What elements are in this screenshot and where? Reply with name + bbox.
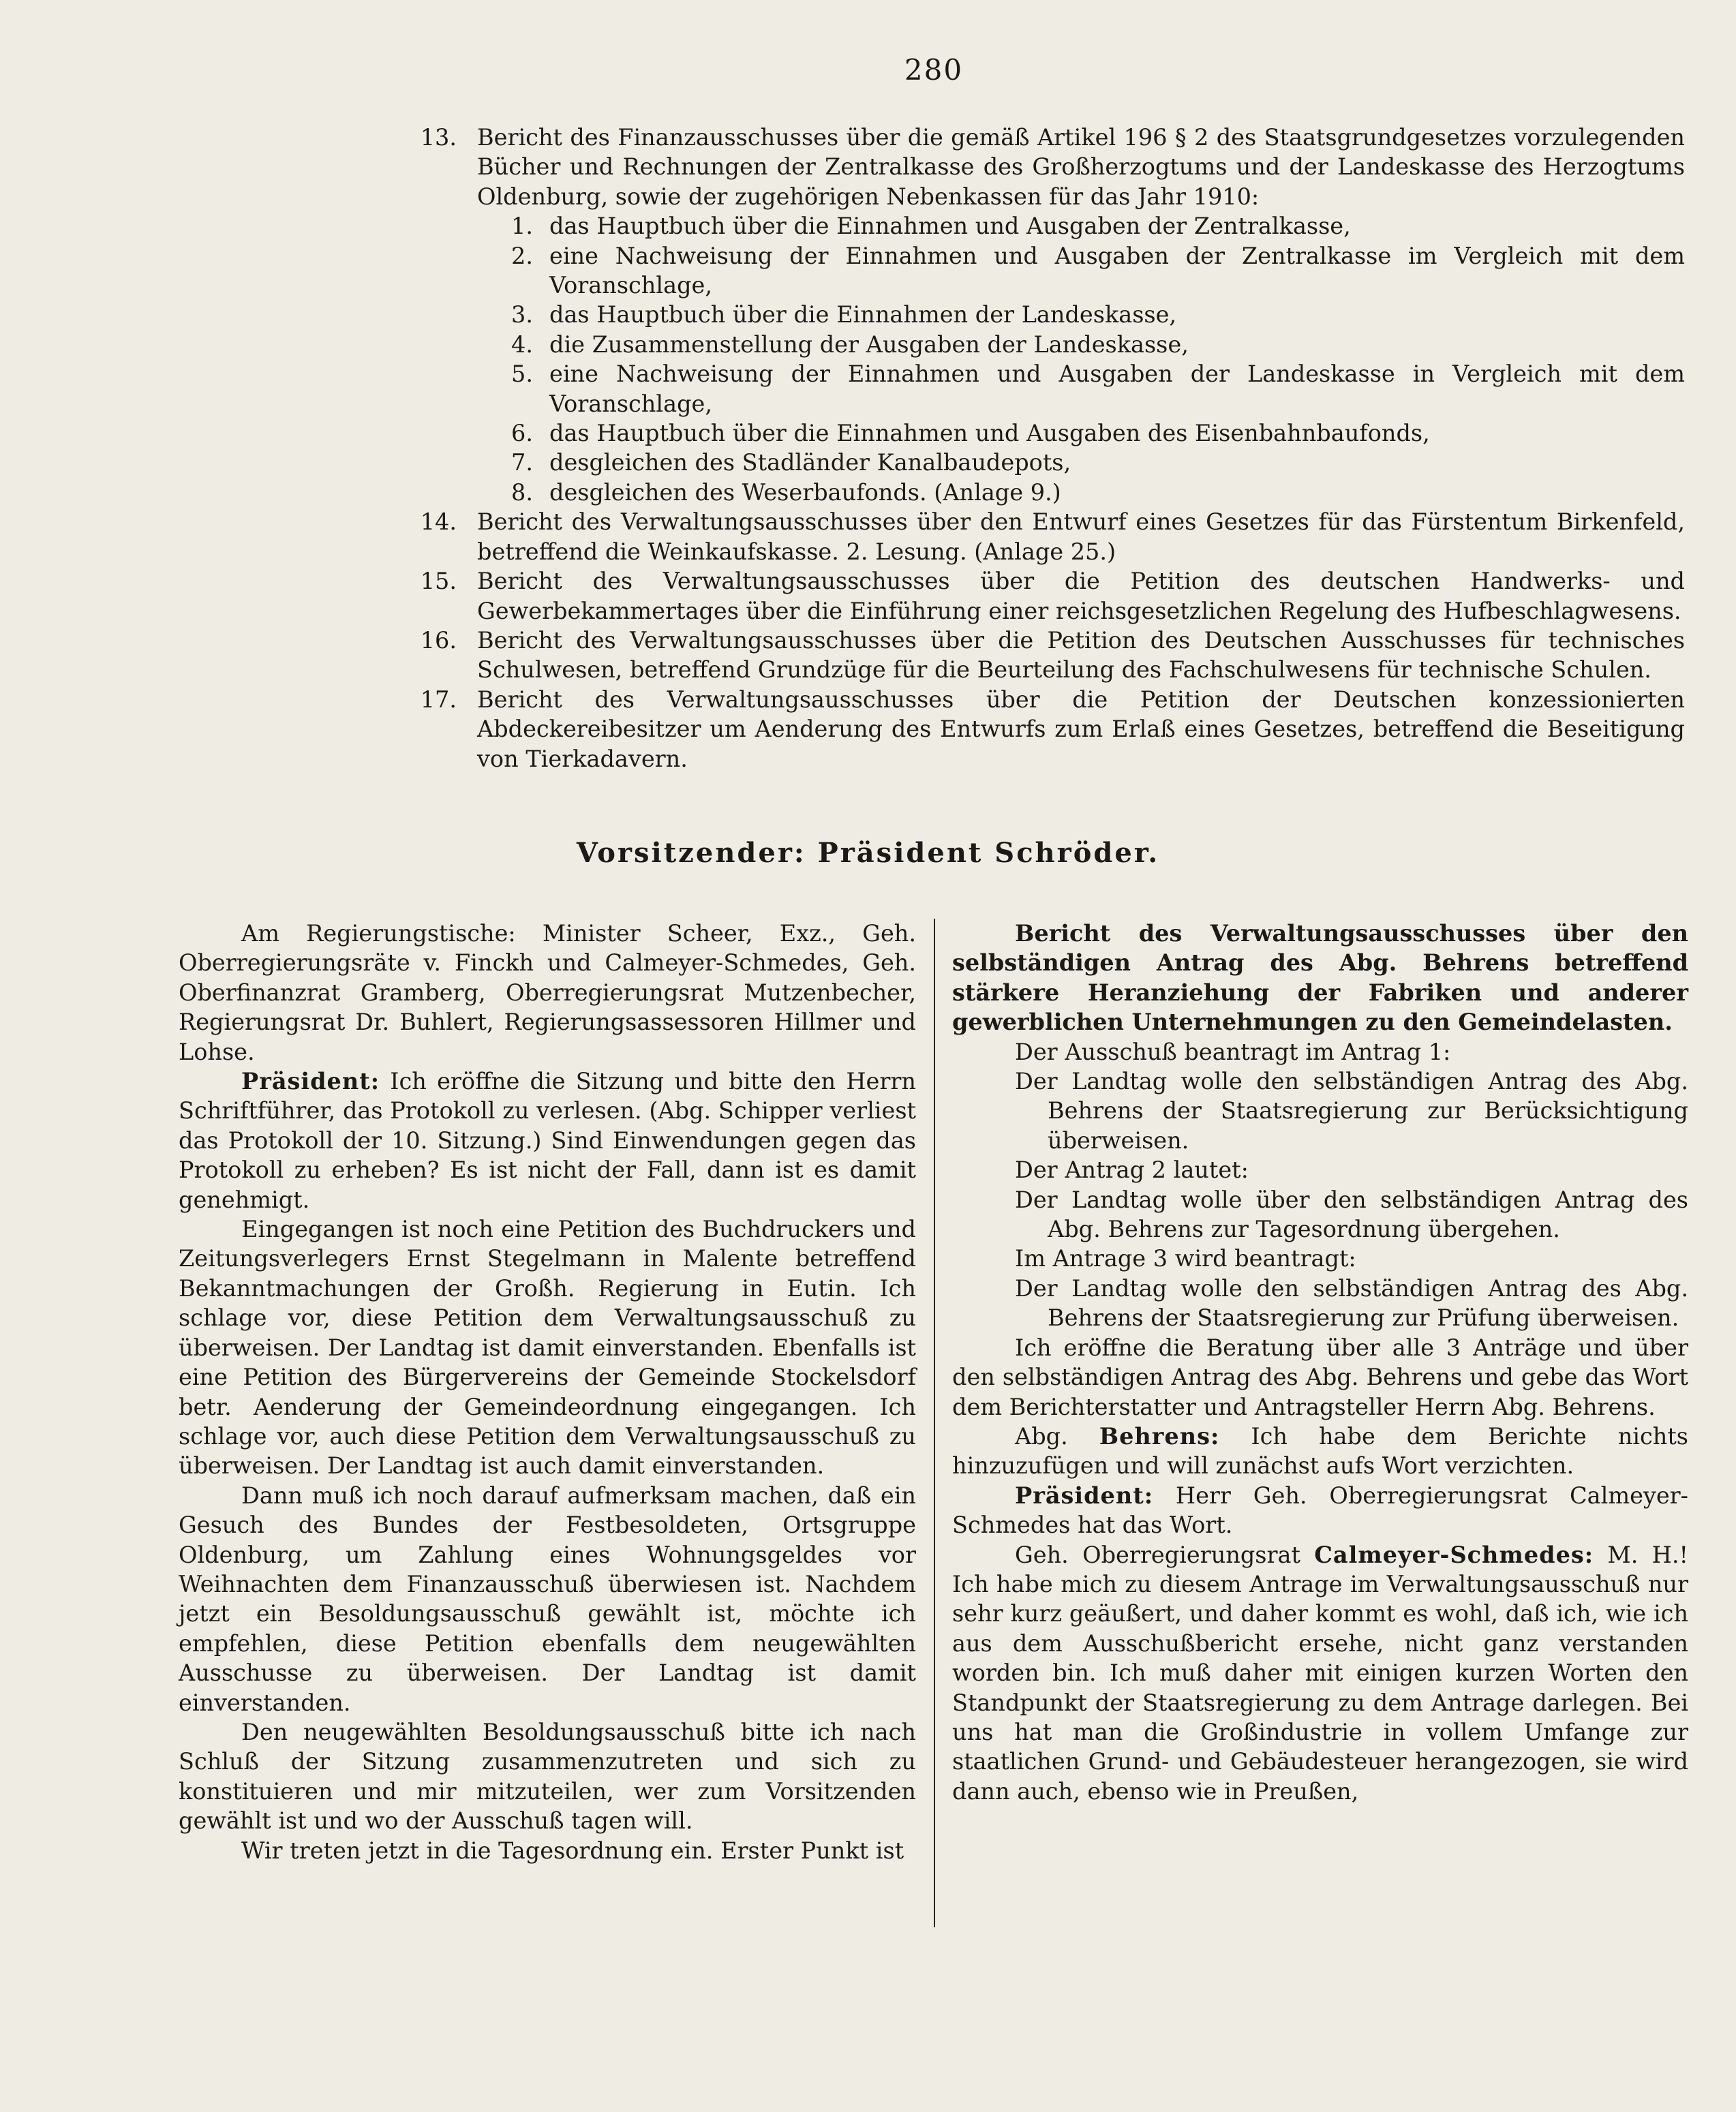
agenda-subitem-text: das Hauptbuch über die Einnahmen und Ausgaben der Zentralkasse, bbox=[549, 213, 1351, 240]
speaker-name: Behrens: bbox=[1099, 1422, 1220, 1450]
agenda-item-15 bbox=[409, 566, 1685, 626]
agenda-subitem-text: das Hauptbuch über die Einnahmen und Ausgaben des Eisenbahnbaufonds, bbox=[549, 420, 1430, 447]
agenda-item-text: Bericht des Verwaltungsausschusses über den Entwurf eines Gesetzes für das Fürstentum Birkenfeld, betreffend die Weinkaufskasse. 2. Lesung. (Anlage 25.) bbox=[477, 508, 1685, 565]
agenda-subitem bbox=[477, 448, 1685, 477]
agenda-item-13 bbox=[409, 123, 1685, 507]
agenda-subitem-text: desgleichen des Stadländer Kanalbaudepots, bbox=[549, 449, 1071, 476]
column-divider bbox=[934, 919, 935, 1927]
agenda-item-number: 15. bbox=[420, 568, 457, 595]
agenda-subitem-text: desgleichen des Weserbaufonds. (Anlage 9.) bbox=[549, 478, 1061, 506]
president-opening-paragraph bbox=[179, 1067, 916, 1214]
speech-text: Herr Geh. Oberregierungsrat Calmeyer-Schmedes hat das Wort. bbox=[952, 1482, 1688, 1539]
agenda-subitem-number: 5. bbox=[511, 361, 533, 388]
agenda-subitem-list bbox=[477, 211, 1685, 507]
petition-transfer-paragraph: Dann muß ich noch darauf aufmerksam machen, daß ein Gesuch des Bundes der Festbesoldeten, Ortsgruppe Oldenburg, um Zahlung eines Wohnungsgeldes vor Weihnachten dem Finanzausschuß überwiesen ist. Nachdem jetzt ein Besoldungsausschuß gewählt ist, möchte ich empfehlen, diese Petition ebenfalls dem neugewählten Ausschusse zu überweisen. Der Landtag ist damit einverstanden. bbox=[179, 1482, 916, 1716]
agenda-item-14 bbox=[409, 507, 1685, 566]
agenda-subitem-number: 8. bbox=[511, 478, 533, 506]
motion-2-text: Der Landtag wolle über den selbständigen Antrag des Abg. Behrens zur Tagesordnung übergehen. bbox=[1015, 1186, 1688, 1243]
debate-opening-paragraph: Ich eröffne die Beratung über alle 3 Anträge und über den selbständigen Antrag des Abg. Behrens und gebe das Wort dem Berichterstatter und Antragsteller Herrn Abg. Behrens. bbox=[952, 1334, 1688, 1420]
agenda-subitem bbox=[477, 359, 1685, 418]
speech-text: M. H.! Ich habe mich zu diesem Antrage im Verwaltungsausschuß nur sehr kurz geäußert, und daher kommt es wohl, daß ich, wie ich aus dem Ausschußbericht ersehe, nicht ganz verstanden worden bin. Ich muß daher mit einigen kurzen Worten den Standpunkt der Staatsregierung zu dem Antrage darlegen. Bei uns hat man die Großindustrie in vollem Umfange zur staatlichen Grund- und Gebäudesteuer herangezogen, sie wird dann auch, ebenso wie in Preußen, bbox=[952, 1541, 1688, 1805]
motion-1-text: Der Landtag wolle den selbständigen Antrag des Abg. Behrens der Staatsregierung zur Berücksichtigung überweisen. bbox=[1015, 1068, 1688, 1154]
speaker-name: Calmeyer-Schmedes: bbox=[1314, 1541, 1594, 1568]
speaker-name: Präsident: bbox=[241, 1068, 380, 1095]
agenda-start-paragraph: Wir treten jetzt in die Tagesordnung ein. Erster Punkt ist bbox=[241, 1837, 904, 1864]
agenda-subitem-number: 2. bbox=[511, 242, 533, 269]
agenda-subitem-number: 3. bbox=[511, 301, 533, 328]
left-column bbox=[179, 919, 916, 1865]
motion-1-intro: Der Ausschuß beantragt im Antrag 1: bbox=[1015, 1038, 1451, 1065]
agenda-item-number: 17. bbox=[420, 686, 457, 713]
speaker-title: Abg. bbox=[1015, 1422, 1099, 1450]
agenda-item-text: Bericht des Verwaltungsausschusses über die Petition der Deutschen konzessionierten Abdeckereibesitzer um Aenderung des Entwurfs zum Erlaß eines Gesetzes, betreffend die Beseitigung von Tierkadavern. bbox=[477, 686, 1685, 772]
president-floor-paragraph bbox=[952, 1481, 1688, 1540]
agenda-subitem bbox=[477, 478, 1685, 507]
agenda-item-text: Bericht des Verwaltungsausschusses über die Petition des Deutschen Ausschusses für technisches Schulwesen, betreffend Grundzüge für die Beurteilung des Fachschulwesens für technische Schulen. bbox=[477, 626, 1685, 684]
agenda-subitem bbox=[477, 418, 1685, 448]
speech-text: Ich habe dem Berichte nichts hinzuzufügen und will zunächst aufs Wort verzichten. bbox=[952, 1422, 1688, 1480]
speaker-title: Geh. Oberregierungsrat bbox=[1015, 1541, 1315, 1568]
agenda-item-text: Bericht des Finanzausschusses über die gemäß Artikel 196 § 2 des Staatsgrundgesetzes vorzulegenden Bücher und Rechnungen der Zentralkasse des Großherzogtums und der Landeskasse des Herzogtums Oldenburg, sowie der zugehörigen Nebenkassen für das Jahr 1910: bbox=[477, 124, 1685, 210]
motion-3-intro: Im Antrage 3 wird beantragt: bbox=[1015, 1245, 1356, 1272]
petitions-paragraph: Eingegangen ist noch eine Petition des Buchdruckers und Zeitungsverlegers Ernst Stegelmann in Malente betreffend Bekanntmachungen der Großh. Regierung in Eutin. Ich schlage vor, diese Petition dem Verwaltungsausschuß zu überweisen. Der Landtag ist damit einverstanden. Ebenfalls ist eine Petition des Bürgervereins der Gemeinde Stockelsdorf betr. Aenderung der Gemeindeordnung eingegangen. Ich schlage vor, auch diese Petition dem Verwaltungsausschuß zu überweisen. Der Landtag ist auch damit einverstanden. bbox=[179, 1216, 916, 1480]
speech-text: Ich eröffne die Sitzung und bitte den Herrn Schriftführer, das Protokoll zu verlesen. (Abg. Schipper verliest das Protokoll der 10. Sitzung.) Sind Einwendungen gegen das Protokoll zu erheben? Es ist nicht der Fall, dann ist es damit genehmigt. bbox=[179, 1068, 916, 1213]
motion-2-intro: Der Antrag 2 lautet: bbox=[1015, 1157, 1249, 1184]
report-heading: Bericht des Verwaltungsausschusses über den selbständigen Antrag des Abg. Behrens betreffend stärkere Heranziehung der Fabriken und anderer gewerblichen Unternehmungen zu den Gemeindelasten. bbox=[952, 920, 1688, 1036]
agenda-subitem-text: das Hauptbuch über die Einnahmen der Landeskasse, bbox=[549, 301, 1177, 328]
agenda-subitem-number: 4. bbox=[511, 331, 533, 358]
government-bench-paragraph: Am Regierungstische: Minister Scheer, Exz., Geh. Oberregierungsräte v. Finckh und Calmeyer-Schmedes, Geh. Oberfinanzrat Gramberg, Oberregierungsrat Mutzenbecher, Regierungsrat Dr. Buhlert, Regierungsassessoren Hillmer und Lohse. bbox=[179, 920, 916, 1065]
committee-paragraph: Den neugewählten Besoldungsausschuß bitte ich nach Schluß der Sitzung zusammenzutreten und sich zu konstituieren und mir mitzuteilen, wer zum Vorsitzenden gewählt ist und wo der Ausschuß tagen will. bbox=[179, 1718, 916, 1835]
agenda-subitem bbox=[477, 300, 1685, 329]
page-number: 280 bbox=[904, 53, 964, 87]
agenda-list bbox=[409, 123, 1685, 774]
agenda-subitem-text: die Zusammenstellung der Ausgaben der Landeskasse, bbox=[549, 331, 1189, 358]
agenda-subitem-number: 6. bbox=[511, 420, 533, 447]
agenda-item-number: 13. bbox=[420, 124, 457, 151]
motion-3-text: Der Landtag wolle den selbständigen Antrag des Abg. Behrens der Staatsregierung zur Prüfung überweisen. bbox=[1015, 1274, 1688, 1332]
agenda-subitem bbox=[477, 241, 1685, 301]
agenda-subitem bbox=[477, 330, 1685, 359]
agenda-item-number: 14. bbox=[420, 508, 457, 536]
agenda-subitem-text: eine Nachweisung der Einnahmen und Ausgaben der Landeskasse in Vergleich mit dem Voranschlage, bbox=[549, 361, 1685, 417]
agenda-subitem bbox=[477, 211, 1685, 241]
agenda-subitem-number: 1. bbox=[511, 213, 533, 240]
agenda-item-17 bbox=[409, 685, 1685, 774]
calmeyer-schmedes-paragraph bbox=[952, 1540, 1688, 1807]
agenda-item-number: 16. bbox=[420, 626, 457, 654]
behrens-paragraph bbox=[952, 1422, 1688, 1481]
chair-heading: Vorsitzender: Präsident Schröder. bbox=[576, 837, 1160, 869]
agenda-subitem-number: 7. bbox=[511, 449, 533, 476]
agenda-item-16 bbox=[409, 626, 1685, 685]
speaker-name: Präsident: bbox=[1015, 1482, 1154, 1509]
agenda-item-text: Bericht des Verwaltungsausschusses über die Petition des deutschen Handwerks- und Gewerbekammertages über die Einführung einer reichsgesetzlichen Regelung des Hufbeschlagwesens. bbox=[477, 568, 1685, 624]
right-column bbox=[952, 919, 1688, 1806]
agenda-subitem-text: eine Nachweisung der Einnahmen und Ausgaben der Zentralkasse im Vergleich mit dem Voranschlage, bbox=[549, 242, 1685, 299]
